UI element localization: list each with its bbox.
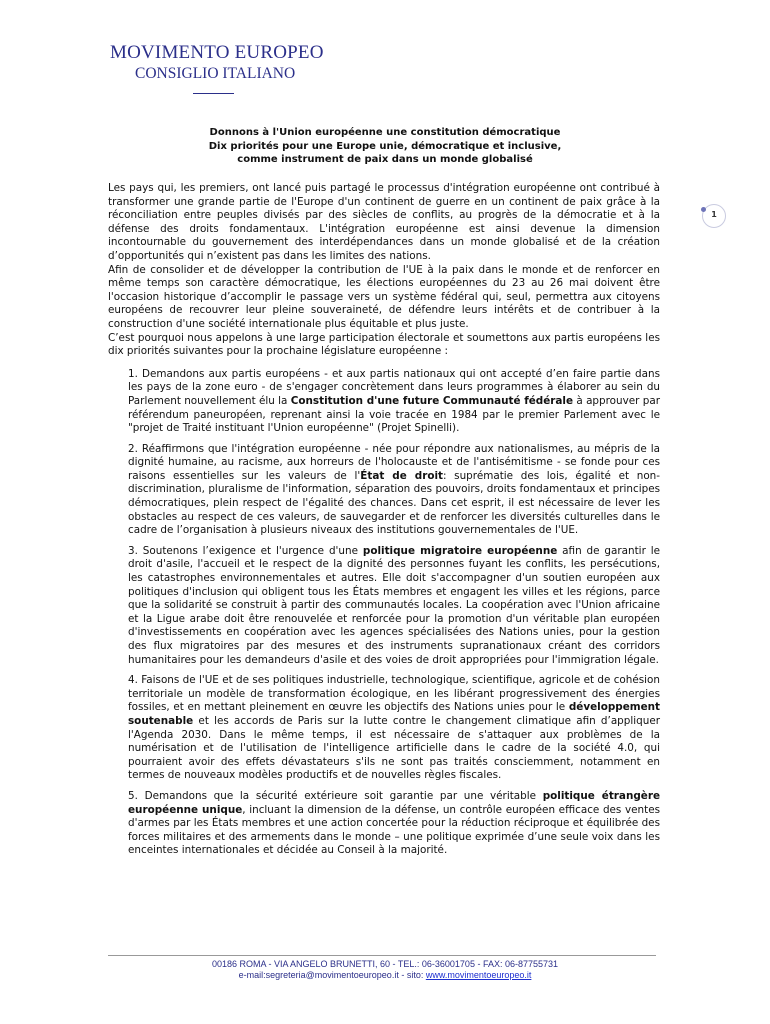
priority-text: et les accords de Paris sur la lutte contre le changement climatique afin d’appliquer l'Agenda 2030. Dans le même temps, il est nécessaire de s'attaquer aux problèmes de la numérisation et de l'utilisation de l'intelligence artificielle dans le cadre de la société 4.0, qui pourraient avoir des effets dévastateurs s'ils ne sont pas traités consciemment, notamment en termes de nouveaux modèles productifs et de nouvelles règles fiscales. <box>128 714 660 782</box>
priority-text: 2. Réaffirmons que l'intégration européenne - née pour répondre aux nationalismes, au mépris de la dignité humaine, au racisme, aux horreurs de l'holocauste et de l'antisémitisme - se fonde pour ces raisons essentielles sur les valeurs de l' <box>128 442 660 482</box>
priority-item <box>128 368 660 436</box>
priority-text: à approuver par référendum paneuropéen, reprenant ainsi la voie tracée en 1984 par le premier Parlement avec le "projet de Traité instituant l'Union européenne" (Projet Spinelli). <box>128 394 660 435</box>
organization-subtitle: CONSIGLIO ITALIANO <box>135 65 296 82</box>
title-line: Donnons à l'Union européenne une constitution démocratique <box>209 127 561 138</box>
organization-name: MOVIMENTO EUROPEO <box>110 42 324 63</box>
document-body <box>108 182 660 858</box>
footer-email: e-mail:segreteria@movimentoeuropeo.it - sito: <box>238 970 426 980</box>
priority-text: 3. Soutenons l’exigence et l'urgence d'une <box>128 544 363 557</box>
priority-emphasis: Constitution d'une future Communauté fédérale <box>290 394 574 407</box>
title-line: Dix priorités pour une Europe unie, démocratique et inclusive, <box>208 140 562 152</box>
priority-text: 1. Demandons aux partis européens - et aux partis nationaux qui ont accepté d’en faire partie dans les pays de la zone euro - de s'engager concrètement dans leurs programmes à élaborer au sein du Parlement nouvellement élu la <box>128 367 660 407</box>
priority-item <box>128 790 660 858</box>
intro-paragraph: C’est pourquoi nous appelons à une large participation électorale et soumettons aux partis européens les dix priorités suivantes pour la prochaine législature européenne : <box>108 331 660 358</box>
letterhead <box>110 42 324 83</box>
page-dot-icon <box>701 207 706 212</box>
priority-text: 4. Faisons de l'UE et de ses politiques industrielle, technologique, scientifique, agricole et de cohésion territoriale un modèle de transformation écologique, en les libérant progressivement des énergies fossiles, et en mettant pleinement en œuvre les objectifs des Nations unies pour le <box>128 674 660 714</box>
priority-text: : suprématie des lois, égalité et non-discrimination, pluralisme de l'information, séparation des pouvoirs, droits fondamentaux et principes démocratiques, plein respect de l'égalité des chances. Dans cet esprit, il est nécessaire de lever les obstacles au respect de ces valeurs, de sauvegarder et de renforcer les diversités culturelles dans le cadre de l’organisation à plusieurs niveaux des institutions gouvernementales de l'UE. <box>128 469 661 537</box>
intro-paragraph: Les pays qui, les premiers, ont lancé puis partagé le processus d'intégration européenne ont contribué à transformer une grande partie de l'Europe d'un continent de guerre en un continent de paix grâce à la réconciliation entre peuples divisés par des siècles de conflits, au progrès de la démocratie et à la défense des droits fondamentaux. L'intégration européenne est ainsi devenue la dimension incontournable du gouvernement des interdépendances dans un monde globalisé et de la création d’opportunités qui n’existent pas dans les limites des nations. <box>108 182 660 262</box>
footer-address: 00186 ROMA - VIA ANGELO BRUNETTI, 60 - TEL.: 06-36001705 - FAX: 06-87755731 <box>211 959 559 969</box>
title-line: comme instrument de paix dans un monde globalisé <box>237 154 533 165</box>
priority-text: afin de garantir le droit d'asile, l'accueil et le respect de la dignité des personnes fuyant les conflits, les persécutions, les catastrophes environnementales et autres. Elle doit s'accompagner d'un soutien européen aux politiques d'inclusion qui obligent tous les États membres et engagent les villes et les régions, parce que la solidarité se construit à partir des communautés locales. La coopération avec l'Union africaine et la Ligue arabe doit être renouvelée et renforcée pour la promotion d'un véritable plan européen d'investissements en coopération avec les agences spécialisées des Nations unies, pour la gestion des flux migratoires par des mesures et des instruments supranationaux créant des corridors humanitaires pour les demandeurs d'asile et des voies de droit appropriées pour l'immigration légale. <box>128 544 661 666</box>
page-number: 1 <box>711 210 717 219</box>
website-link[interactable]: www.movimentoeuropeo.it <box>425 970 532 980</box>
priority-item <box>128 674 660 783</box>
header-divider <box>193 93 234 94</box>
priority-text: , incluant la dimension de la défense, un contrôle européen efficace des ventes d'armes par les États membres et une action concertée pour la réduction réciproque et équilibrée des forces militaires et des armements dans le monde – une politique exprimée d’une seule voix dans les enceintes internationales et décidée au Conseil à la majorité. <box>128 803 660 857</box>
priority-emphasis: politique étrangère européenne unique <box>128 789 660 816</box>
footer-divider <box>108 955 656 956</box>
priority-emphasis: développement soutenable <box>128 701 660 727</box>
footer-contact <box>0 970 770 981</box>
footer <box>0 959 770 981</box>
page-number-badge <box>702 204 726 228</box>
priority-item <box>128 545 660 667</box>
document-title <box>0 126 770 167</box>
priority-emphasis: politique migratoire européenne <box>362 544 558 557</box>
intro-paragraph: Afin de consolider et de développer la contribution de l'UE à la paix dans le monde et de renforcer en même temps son caractère démocratique, les élections européennes du 23 au 26 mai doivent être l'occasion historique d’accomplir le passage vers un système fédéral qui, seul, permettra aux citoyens européens de recouvrer leur pleine souveraineté, de défendre leurs intérêts et de contribuer à la construction d'une société internationale plus équitable et plus juste. <box>108 263 660 330</box>
priority-emphasis: État de droit <box>360 469 443 482</box>
priorities-list <box>128 368 660 858</box>
priority-item <box>128 443 660 538</box>
priority-text: 5. Demandons que la sécurité extérieure soit garantie par une véritable <box>128 789 543 802</box>
